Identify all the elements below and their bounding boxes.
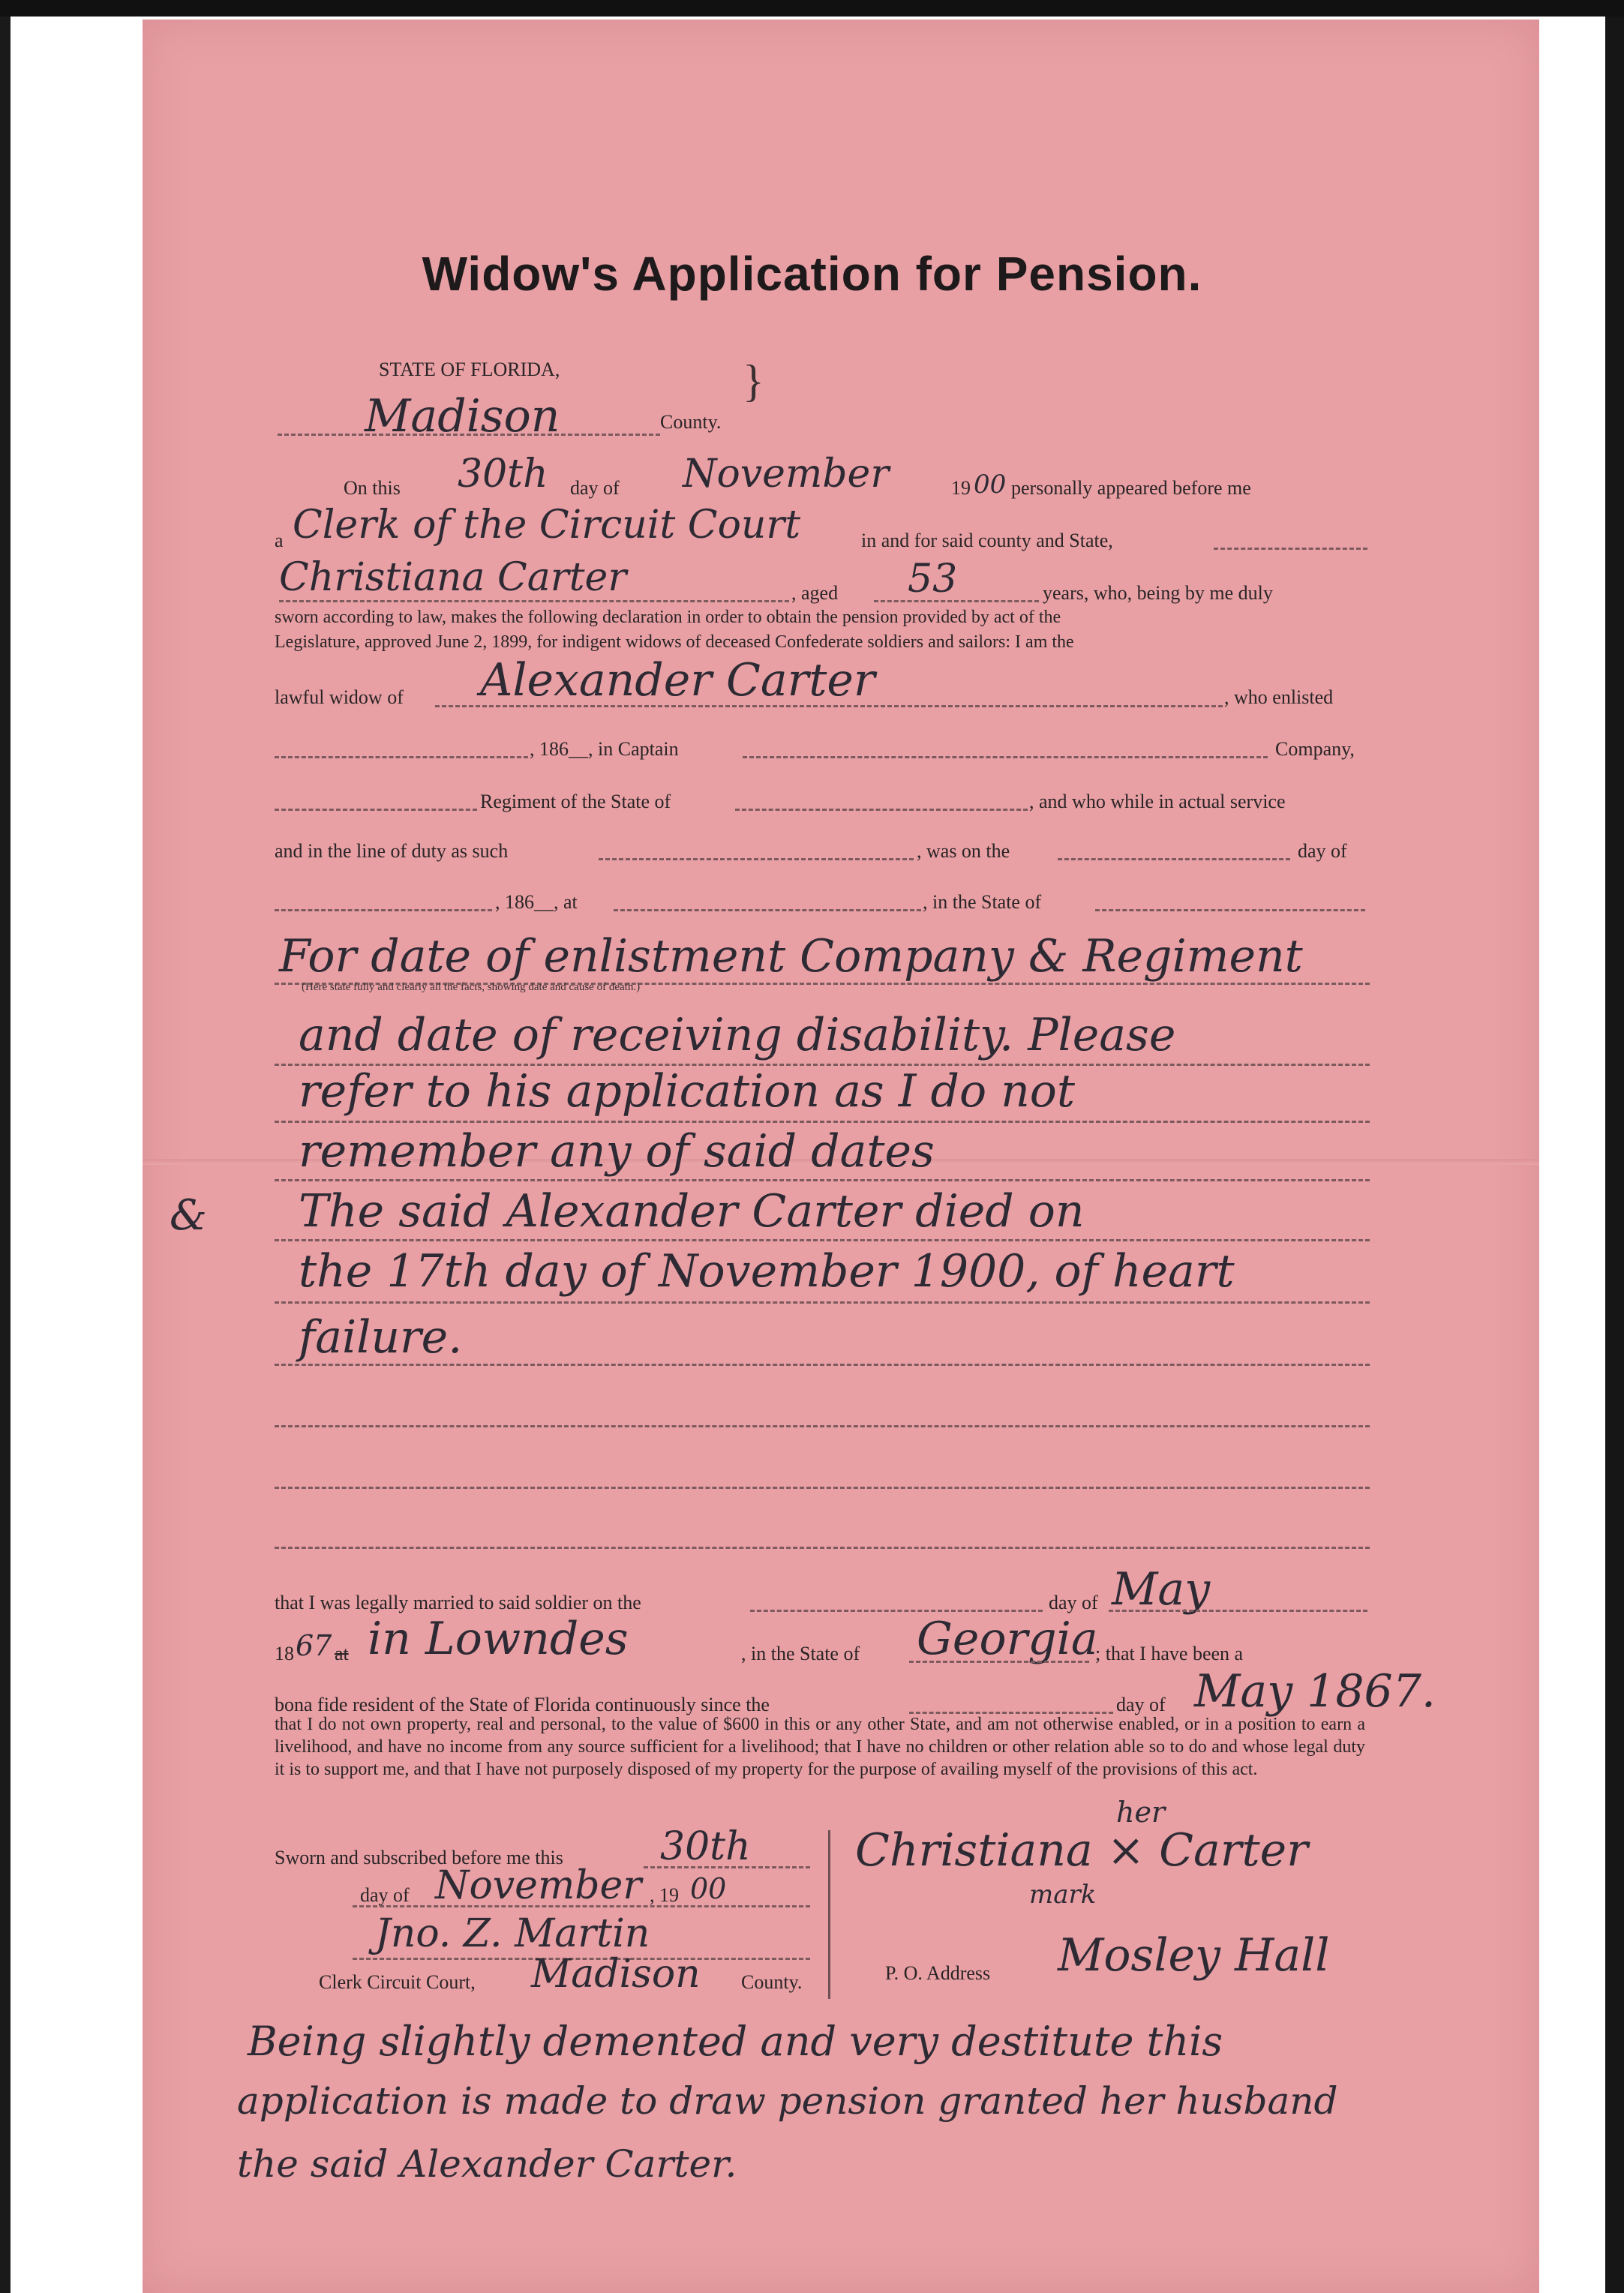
line-of-duty-label: and in the line of duty as such (275, 840, 509, 862)
sworn-date-blank (353, 1905, 810, 1907)
day-of-label-2: day of (1298, 840, 1347, 862)
scan-right-border (1605, 17, 1624, 2293)
age-blank (874, 600, 1039, 602)
day-of-label: day of (570, 477, 620, 499)
duty-day-blank (1058, 858, 1290, 860)
day-of-label-3: day of (1049, 1592, 1098, 1613)
legislature-line: Legislature, approved June 2, 1899, for indigent widows of deceased Confederate soldiers and sailors: I am the (275, 632, 1074, 652)
facts-line-5: The said Alexander Carter died on (299, 1185, 1085, 1238)
footnote-line-3: the said Alexander Carter. (237, 2142, 737, 2186)
struck-at: at (335, 1643, 349, 1664)
sworn-year-handwritten: 00 (690, 1872, 727, 1905)
married-state-handwritten: Georgia (917, 1613, 1098, 1665)
death-state-blank (1095, 909, 1365, 911)
aged-label: , aged (791, 582, 839, 604)
soldier-blank (435, 705, 1223, 707)
day-of-label-5: day of (360, 1884, 410, 1906)
facts-line-6: the 17th day of November 1900, of heart (299, 1245, 1235, 1298)
day-of-label-4: day of (1116, 1694, 1166, 1715)
have-been-label: ; that I have been a (1095, 1643, 1244, 1664)
in-state-of-label-2: , in the State of (741, 1643, 860, 1664)
applicant-handwritten: Christiana Carter (279, 555, 627, 600)
facts-line-7: failure. (299, 1311, 463, 1364)
married-year-handwritten: 67 (296, 1629, 332, 1662)
county-handwritten: Madison (365, 390, 560, 443)
facts-line-3: refer to his application as I do not (299, 1065, 1076, 1118)
sworn-line: sworn according to law, makes the following declaration in order to obtain the pension provided by act of the (275, 608, 1061, 627)
officer-handwritten: Clerk of the Circuit Court (293, 503, 801, 548)
enlist-date-blank (275, 756, 528, 758)
clerk-circuit-label: Clerk Circuit Court, (319, 1971, 476, 1993)
county-label: County. (660, 411, 722, 433)
applicant-blank (279, 600, 789, 602)
declaration-paragraph: that I do not own property, real and personal, to the value of $600 in this or any other State, and am not otherwise enabled, or in a position to earn a livelihood, and have no income from any source sufficient for a livelihood; that I have no children or other relation able so to do and whose legal duty it is to support me, and that I have not purposely disposed of my property for the purpose of availing myself of the provisions of this act. (275, 1715, 1365, 1779)
facts-rule-3 (275, 1121, 1370, 1123)
lawful-widow-label: lawful widow of (275, 686, 404, 708)
on-this-label: On this (344, 477, 401, 499)
married-month-handwritten: May (1112, 1563, 1211, 1616)
state-heading: STATE OF FLORIDA, (379, 359, 560, 380)
year-handwritten: 00 (974, 470, 1007, 500)
personally-appeared: personally appeared before me (1011, 477, 1251, 499)
clerk-county-handwritten: Madison (531, 1952, 701, 1997)
facts-rule-5 (275, 1239, 1370, 1241)
in-state-of-label: , in the State of (923, 891, 1042, 913)
duty-blank (599, 858, 914, 860)
footnote-line-1: Being slightly demented and very destitute this (248, 2018, 1223, 2065)
applicant-mark-signature: Christiana × Carter (855, 1824, 1308, 1877)
married-label: that I was legally married to said soldier on the (275, 1592, 641, 1613)
footnote-line-2: application is made to draw pension granted her husband (237, 2079, 1338, 2123)
regiment-state-blank (735, 809, 1028, 811)
instruction-note: (Here state fully and clearly all the facts, showing date and cause of death.) (302, 981, 641, 993)
signature-bracket (828, 1830, 830, 1999)
form-title: Widow's Application for Pension. (422, 247, 1202, 301)
month-handwritten: November (683, 452, 890, 497)
county-blank (278, 434, 660, 436)
married-year-prefix: 18 (275, 1643, 294, 1664)
age-handwritten: 53 (908, 557, 958, 602)
sworn-day-handwritten: 30th (660, 1824, 751, 1869)
year186-at: , 186__, at (495, 891, 578, 913)
facts-rule-6 (275, 1301, 1370, 1304)
married-place-handwritten: in Lowndes (368, 1613, 629, 1665)
margin-mark: & (170, 1191, 207, 1240)
regiment-label: Regiment of the State of (480, 791, 671, 812)
bona-fide-label: bona fide resident of the State of Florida continuously since the (275, 1694, 770, 1715)
a-label: a (275, 530, 284, 551)
married-day-blank (750, 1610, 1043, 1612)
death-place-blank (614, 909, 921, 911)
years-who-label: years, who, being by me duly (1043, 582, 1273, 604)
death-date-blank (275, 909, 492, 911)
signature-mark: mark (1029, 1880, 1097, 1910)
company-label: Company, (1275, 738, 1355, 760)
regiment-blank (275, 809, 477, 811)
po-address-handwritten: Mosley Hall (1058, 1929, 1330, 1982)
facts-rule-10 (275, 1547, 1370, 1549)
sworn-day-blank (644, 1866, 810, 1868)
facts-rule-4 (275, 1179, 1370, 1181)
sworn-subscribed-label: Sworn and subscribed before me this (275, 1847, 563, 1868)
captain-blank (743, 756, 1268, 758)
year-prefix: 19 (951, 477, 971, 499)
married-month-blank (1109, 1610, 1367, 1612)
soldier-handwritten: Alexander Carter (480, 654, 875, 707)
facts-line-1: For date of enlistment Company & Regiment (279, 930, 1303, 983)
po-address-label: P. O. Address (885, 1962, 991, 1984)
scan-top-border (0, 0, 1624, 17)
sworn-year-prefix: , 19 (650, 1884, 679, 1906)
signature-her: her (1116, 1796, 1166, 1829)
sworn-month-handwritten: November (435, 1863, 642, 1908)
day-handwritten: 30th (458, 452, 548, 497)
facts-line-2: and date of receiving disability. Please (299, 1009, 1176, 1061)
scan-left-border (0, 17, 11, 2293)
who-enlisted-label: , who enlisted (1224, 686, 1334, 708)
county-label-2: County. (741, 1971, 803, 1993)
year186-captain: , 186__, in Captain (530, 738, 679, 760)
facts-line-4: remember any of said dates (299, 1125, 935, 1178)
in-and-for-label: in and for said county and State, (861, 530, 1113, 551)
facts-rule-9 (275, 1487, 1370, 1489)
facts-rule-7 (275, 1364, 1370, 1366)
header-brace: } (743, 356, 764, 406)
clerk-signature: Jno. Z. Martin (375, 1911, 650, 1956)
was-on-the-label: , was on the (917, 840, 1010, 862)
officer-blank-end (1214, 548, 1367, 550)
actual-service-label: , and who while in actual service (1029, 791, 1286, 812)
married-state-blank (909, 1661, 1089, 1663)
facts-rule-8 (275, 1425, 1370, 1427)
resident-since-handwritten: May 1867. (1194, 1665, 1436, 1718)
